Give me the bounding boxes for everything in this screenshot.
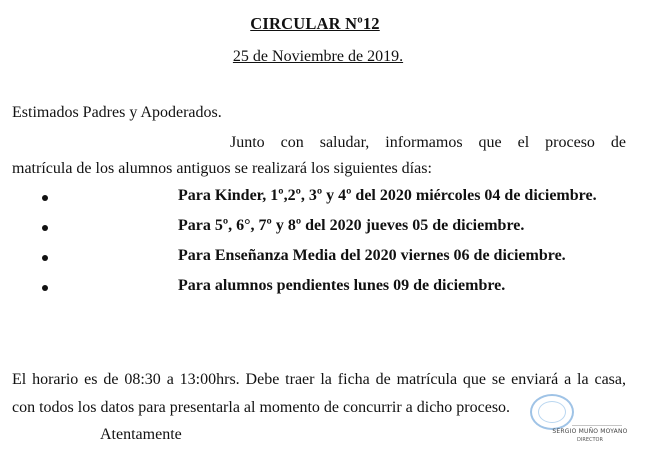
schedule-line-1: El horario es de 08:30 a 13:00hrs. Debe traer la ficha de matrícula que se enviará a la casa, [12,371,626,388]
list-item-text: Para 5º, 6°, 7º y 8º del 2020 jueves 05 de diciembre. [178,217,525,234]
signature-line [572,412,622,426]
seal-stamp-icon [530,394,574,430]
signature-name: SERGIO MUÑO MOYANO [552,428,628,435]
bullet-icon [42,255,48,261]
document-title: CIRCULAR Nº12 [250,14,380,33]
bullet-icon [42,195,48,201]
list-item-text: Para alumnos pendientes lunes 09 de diciembre. [178,277,506,294]
list-item-text: Para Enseñanza Media del 2020 viernes 06 de diciembre. [178,247,566,264]
list-item-text: Para Kinder, 1º,2º, 3º y 4º del 2020 miércoles 04 de diciembre. [178,187,597,204]
list-item [0,277,650,310]
intro-paragraph [12,130,626,182]
signature-role: DIRECTOR [577,437,603,443]
schedule-line-2: con todos los datos para presentarla al momento de concurrir a dicho proceso. [12,399,511,416]
intro-line-1: Junto con saludar, informamos que el proceso de [230,134,626,151]
intro-line-2: matrícula de los alumnos antiguos se realizará los siguientes días: [12,160,432,177]
greeting: Estimados Padres y Apoderados. [12,104,222,121]
dates-list [0,187,650,310]
seal-inner-ring [538,401,566,423]
closing-text: Atentamente [100,426,182,443]
list-item [0,187,650,220]
document-date: 25 de Noviembre de 2019. [232,48,404,65]
bullet-icon [42,225,48,231]
list-item [0,247,650,280]
list-item [0,217,650,250]
bullet-icon [42,285,48,291]
